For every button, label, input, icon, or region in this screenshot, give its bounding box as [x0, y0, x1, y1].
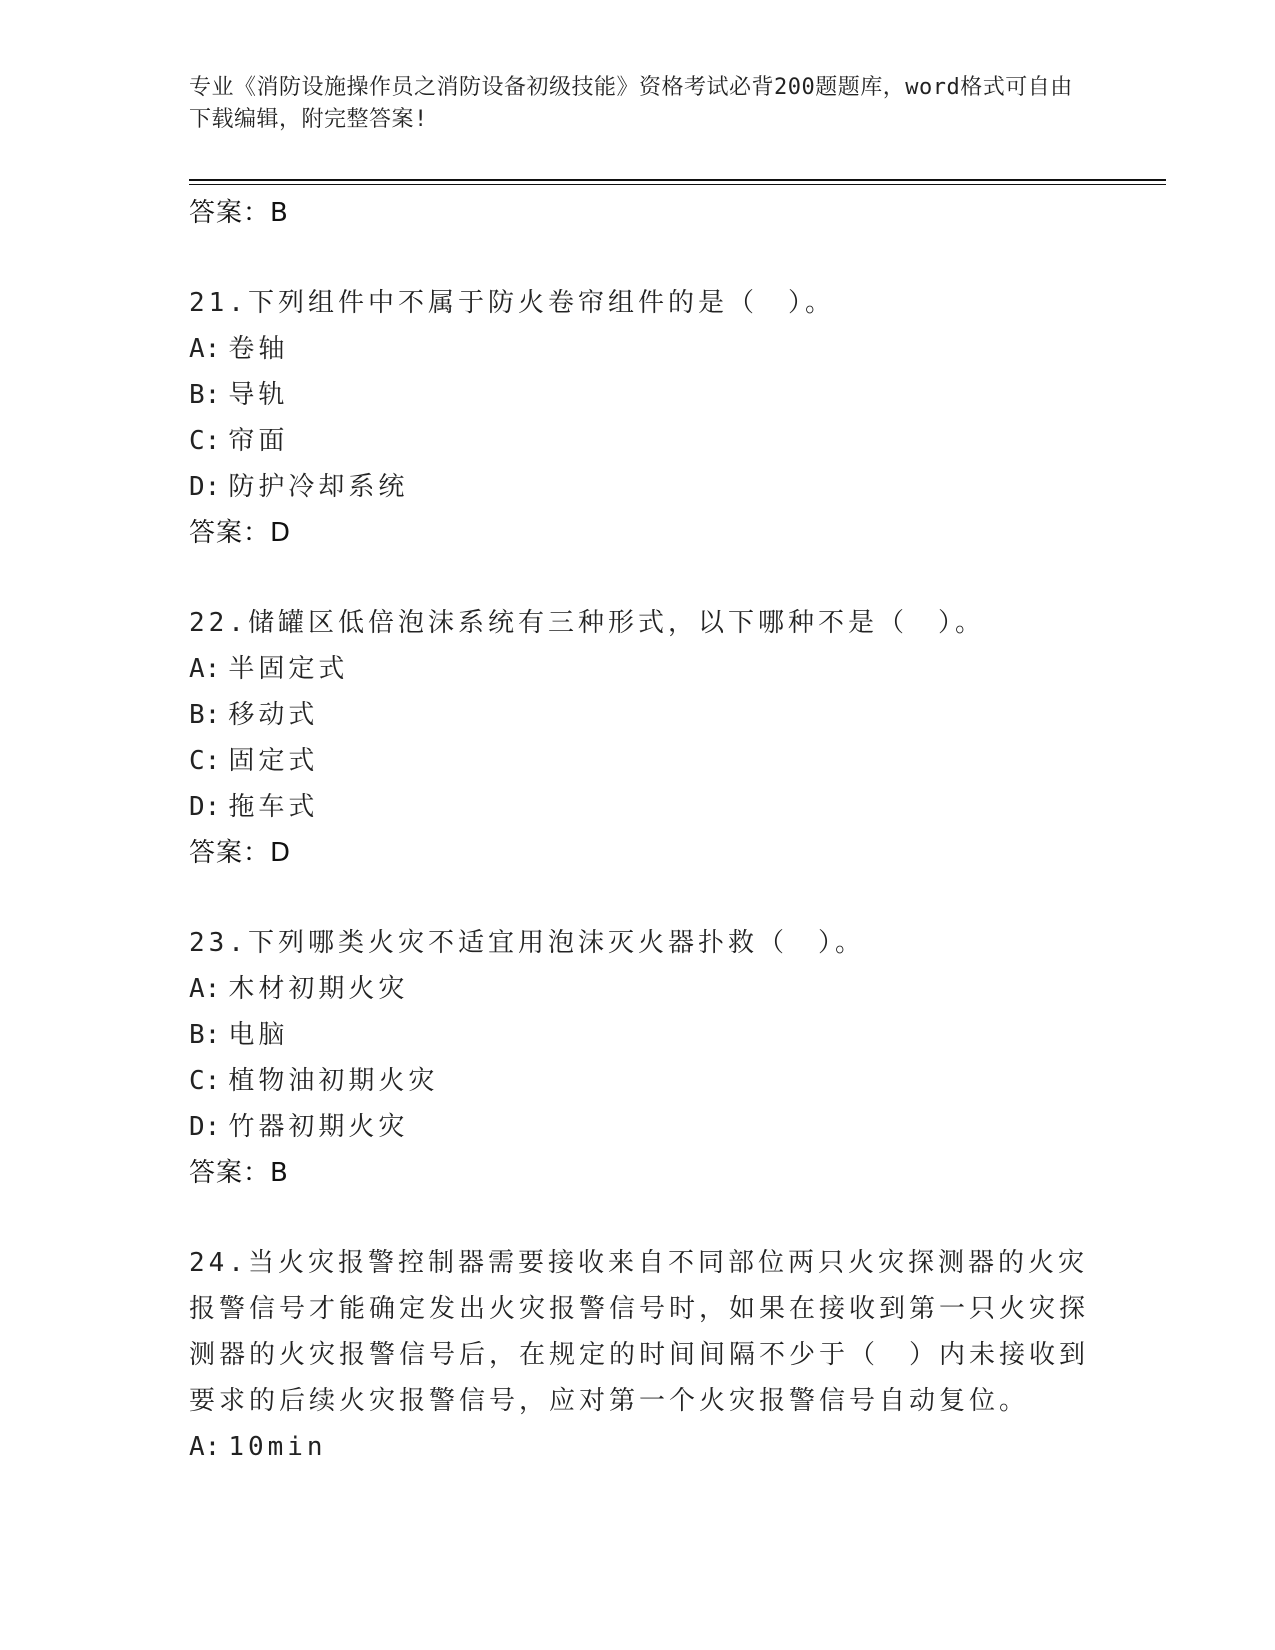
- option-a: [189, 326, 1089, 372]
- question-item: [189, 1240, 1089, 1470]
- option-text: 帘面: [228, 426, 289, 456]
- question-item: [189, 600, 1089, 876]
- option-c: [189, 418, 1089, 464]
- option-label: C:: [189, 426, 221, 456]
- option-label: A:: [189, 974, 221, 1004]
- question-text: 22.储罐区低倍泡沫系统有三种形式，以下哪种不是（ ）。: [189, 608, 985, 638]
- option-label: D:: [189, 792, 221, 822]
- option-text: 卷轴: [228, 334, 289, 364]
- option-d: [189, 464, 1089, 510]
- option-label: D:: [189, 1112, 221, 1142]
- option-label: D:: [189, 472, 221, 502]
- document-body: [189, 190, 1089, 1470]
- question-text: 23.下列哪类火灾不适宜用泡沫灭火器扑救（ ）。: [189, 928, 865, 958]
- question-item: [189, 920, 1089, 1196]
- option-a: [189, 646, 1089, 692]
- option-label: C:: [189, 1066, 221, 1096]
- option-label: B:: [189, 380, 221, 410]
- option-label: B:: [189, 700, 221, 730]
- answer-line: 答案：B: [189, 1158, 289, 1188]
- option-a: [189, 966, 1089, 1012]
- header-divider-thick: [189, 179, 1166, 181]
- option-text: 防护冷却系统: [228, 472, 409, 502]
- answer-line: 答案：D: [189, 518, 292, 548]
- option-b: [189, 372, 1089, 418]
- option-a: [189, 1424, 1089, 1470]
- option-text: 半固定式: [228, 654, 349, 684]
- option-d: [189, 1104, 1089, 1150]
- option-label: B:: [189, 1020, 221, 1050]
- option-text: 导轨: [228, 380, 289, 410]
- header-divider-thin: [189, 184, 1166, 185]
- option-text: 固定式: [228, 746, 319, 776]
- answer-line: 答案：B: [189, 198, 289, 228]
- option-label: A:: [189, 1432, 221, 1462]
- option-label: A:: [189, 654, 221, 684]
- option-text: 植物油初期火灾: [228, 1066, 439, 1096]
- option-c: [189, 738, 1089, 784]
- option-c: [189, 1058, 1089, 1104]
- option-d: [189, 784, 1089, 830]
- document-header: 专业《消防设施操作员之消防设备初级技能》资格考试必背200题题库，word格式可自由下载编辑，附完整答案!: [189, 75, 1073, 132]
- answer-line: 答案：D: [189, 838, 292, 868]
- option-label: C:: [189, 746, 221, 776]
- option-text: 10min: [228, 1432, 327, 1462]
- question-text: 24.当火灾报警控制器需要接收来自不同部位两只火灾探测器的火灾报警信号才能确定发出火灾报警信号时，如果在接收到第一只火灾探测器的火灾报警信号后，在规定的时间间隔不少于（ ）内未接收到要求的后续火灾报警信号，应对第一个火灾报警信号自动复位。: [189, 1248, 1090, 1416]
- option-text: 移动式: [228, 700, 319, 730]
- question-text: 21.下列组件中不属于防火卷帘组件的是（ ）。: [189, 288, 835, 318]
- option-b: [189, 1012, 1089, 1058]
- option-label: A:: [189, 334, 221, 364]
- option-b: [189, 692, 1089, 738]
- option-text: 电脑: [228, 1020, 289, 1050]
- option-text: 竹器初期火灾: [228, 1112, 409, 1142]
- question-item: [189, 280, 1089, 556]
- option-text: 木材初期火灾: [228, 974, 409, 1004]
- option-text: 拖车式: [228, 792, 319, 822]
